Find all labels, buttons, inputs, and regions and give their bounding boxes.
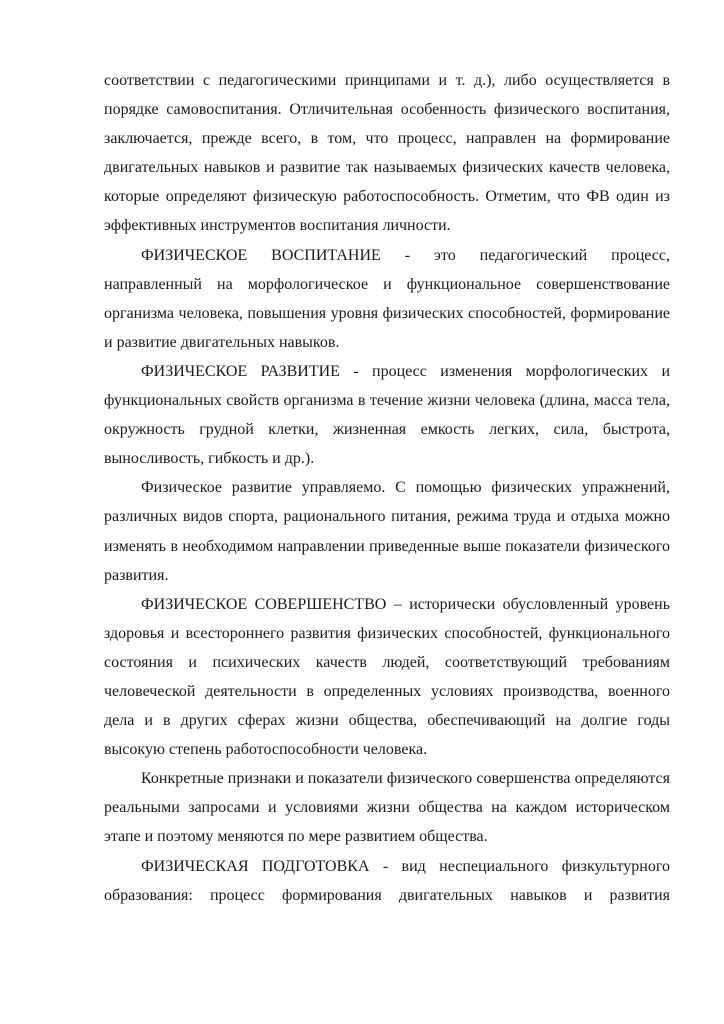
paragraph-physical-perfection: ФИЗИЧЕСКОЕ СОВЕРШЕНСТВО – исторически обусловленный уровень здоровья и всестороннего развития физических способностей, функционального состояния и психических качеств людей, соответствующий требованиям человеческой деятельности в определенных условиях производства, военного дела и в других сферах жизни общества, обеспечивающий на долгие годы высокую степень работоспособности человека. bbox=[104, 595, 670, 759]
paragraph-physical-training: ФИЗИЧЕСКАЯ ПОДГОТОВКА - вид неспециального физкультурного образования: процесс формирования двигательных навыков и развития bbox=[104, 857, 670, 904]
document-body bbox=[104, 66, 670, 910]
paragraph-continuation: соответствии с педагогическими принципами и т. д.), либо осуществляется в порядке самовоспитания. Отличительная особенность физического воспитания, заключается, прежде всего, в том, что процесс, направлен на формирование двигательных навыков и развитие так называемых физических качеств человека, которые определяют физическую работоспособность. Отметим, что ФВ один из эффективных инструментов воспитания личности. bbox=[104, 72, 670, 235]
paragraph-physical-education: ФИЗИЧЕСКОЕ ВОСПИТАНИЕ - это педагогический процесс, направленный на морфологическое и функциональное совершенствование организма человека, повышения уровня физических способностей, формирование и развитие двигательных навыков. bbox=[104, 246, 670, 351]
paragraph-physical-development: ФИЗИЧЕСКОЕ РАЗВИТИЕ - процесс изменения морфологических и функциональных свойств организма в течение жизни человека (длина, масса тела, окружность грудной клетки, жизненная емкость легких, сила, быстрота, выносливость, гибкость и др.). bbox=[104, 362, 670, 468]
paragraph-development-manageable: Физическое развитие управляемо. С помощью физических упражнений, различных видов спорта, рационального питания, режима труда и отдыха можно изменять в необходимом направлении приведенные выше показатели физического развития. bbox=[104, 479, 670, 584]
paragraph-perfection-signs: Конкретные признаки и показатели физического совершенства определяются реальными запросами и условиями жизни общества на каждом историческом этапе и поэтому меняются по мере развитием общества. bbox=[104, 770, 670, 846]
